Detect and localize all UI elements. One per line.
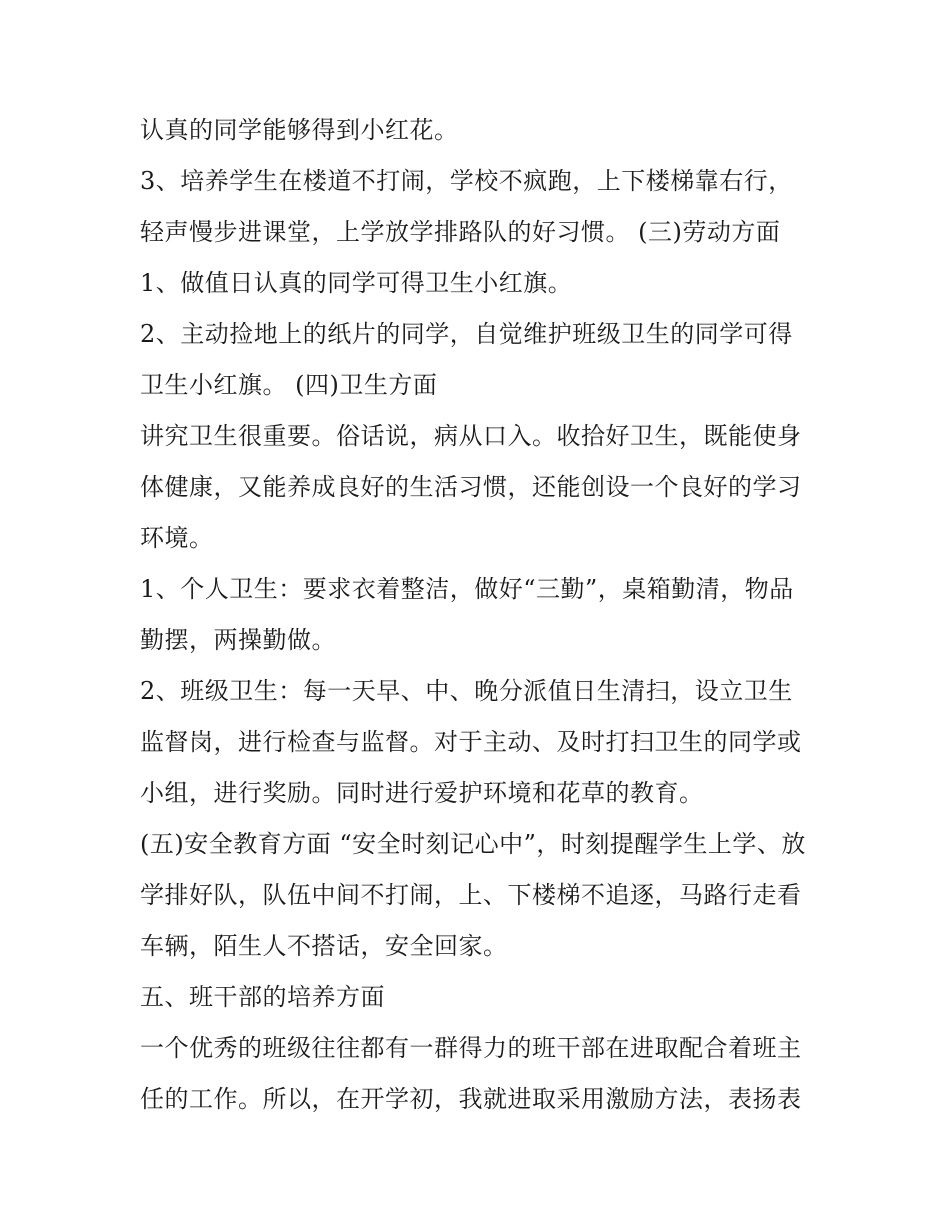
text-line: 学排好队，队伍中间不打闹，上、下楼梯不追逐，马路行走看 bbox=[140, 881, 802, 909]
text-line: 监督岗，进行检查与监督。对于主动、及时打扫卫生的同学或 bbox=[140, 728, 802, 756]
text-line: 1、做值日认真的同学可得卫生小红旗。 bbox=[140, 269, 573, 297]
text-line: 2、主动捡地上的纸片的同学，自觉维护班级卫生的同学可得 bbox=[140, 320, 793, 348]
text-line: 小组，进行奖励。同时进行爱护环境和花草的教育。 bbox=[140, 779, 704, 807]
text-line: 轻声慢步进课堂，上学放学排路队的好习惯。 (三)劳动方面 bbox=[140, 218, 781, 246]
text-line: 勤摆，两操勤做。 bbox=[140, 626, 336, 654]
text-line: 环境。 bbox=[140, 524, 214, 552]
text-line: 卫生小红旗。 (四)卫生方面 bbox=[140, 371, 438, 399]
text-line: 2、班级卫生：每一天早、中、晚分派值日生清扫，设立卫生 bbox=[140, 677, 793, 705]
text-line: 讲究卫生很重要。俗话说，病从口入。收拾好卫生，既能使身 bbox=[140, 422, 802, 450]
text-line: 车辆，陌生人不搭话，安全回家。 bbox=[140, 932, 508, 960]
text-line: 五、班干部的培养方面 bbox=[140, 983, 385, 1011]
text-line: (五)安全教育方面 “安全时刻记心中”，时刻提醒学生上学、放 bbox=[140, 830, 806, 858]
text-line: 认真的同学能够得到小红花。 bbox=[140, 116, 459, 144]
text-line: 1、个人卫生：要求衣着整洁，做好“三勤”，桌箱勤清，物品 bbox=[140, 575, 794, 603]
text-line: 一个优秀的班级往往都有一群得力的班干部在进取配合着班主 bbox=[140, 1034, 802, 1062]
text-line: 体健康，又能养成良好的生活习惯，还能创设一个良好的学习 bbox=[140, 473, 802, 501]
text-line: 任的工作。所以，在开学初，我就进取采用激励方法，表扬表 bbox=[140, 1085, 802, 1113]
text-line: 3、培养学生在楼道不打闹，学校不疯跑，上下楼梯靠右行， bbox=[140, 167, 793, 195]
document-body bbox=[140, 105, 820, 1125]
